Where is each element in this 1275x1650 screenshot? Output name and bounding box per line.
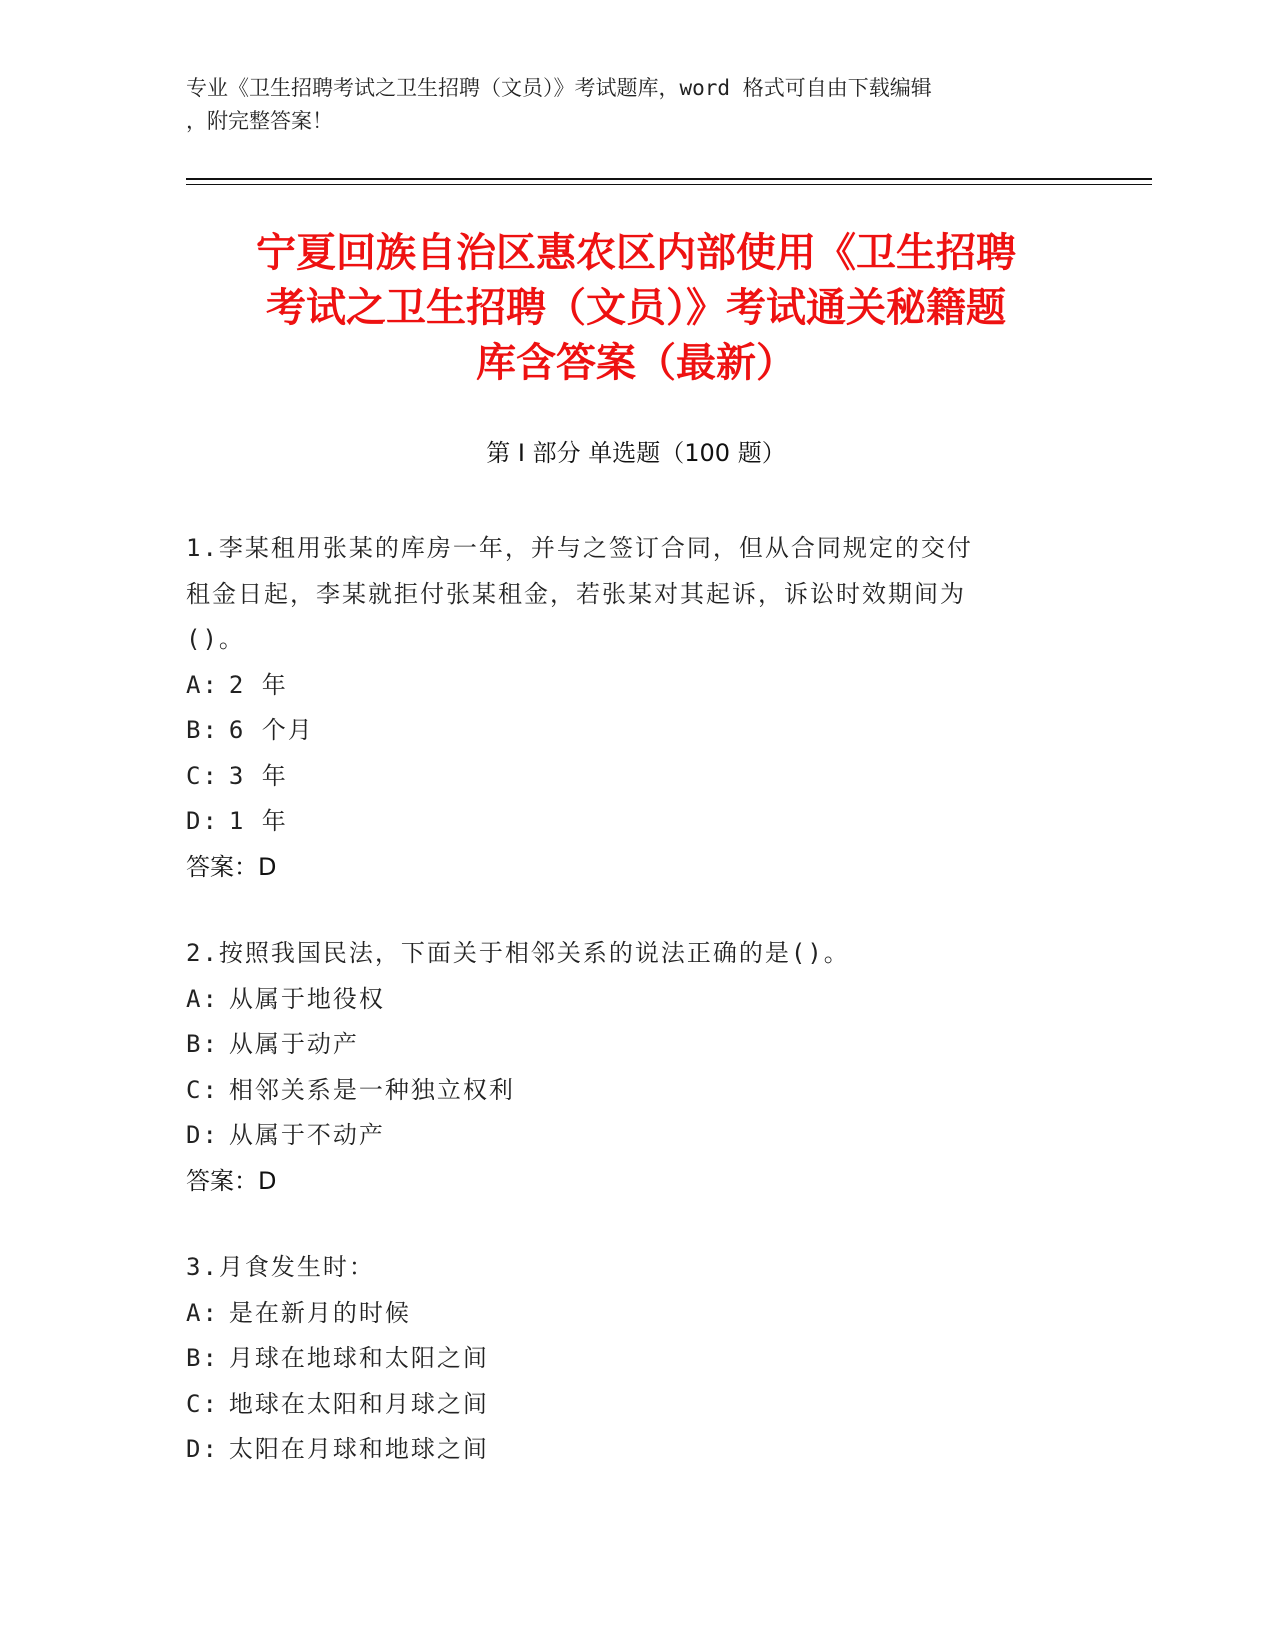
header-note-line: 专业《卫生招聘考试之卫生招聘（文员）》考试题库，word 格式可自由下载编辑	[186, 76, 932, 100]
question-stem-line: ()。	[186, 625, 245, 653]
question-item	[186, 1245, 1066, 1473]
question-list	[186, 526, 1066, 1514]
answer-option-d: D: 太阳在月球和地球之间	[186, 1435, 489, 1463]
answer-option-c: C: 地球在太阳和月球之间	[186, 1389, 489, 1418]
answer-option-d: D: 从属于不动产	[186, 1121, 385, 1149]
answer-option-a: A: 从属于地役权	[186, 984, 385, 1013]
answer-option-b: B: 6 个月	[186, 716, 314, 744]
question-item	[186, 931, 1066, 1204]
header-divider-thick	[186, 178, 1152, 180]
correct-answer: 答案：D	[186, 1166, 277, 1195]
document-title-line: 库含答案（最新）	[476, 340, 796, 386]
document-title-line: 考试之卫生招聘（文员）》考试通关秘籍题	[266, 285, 1006, 331]
answer-option-a: A: 是在新月的时候	[186, 1298, 411, 1327]
question-stem-line: 3.月食发生时：	[186, 1253, 375, 1281]
header-note	[186, 72, 1066, 138]
section-title: 第 I 部分 单选题（100 题）	[486, 439, 786, 467]
answer-option-c: C: 相邻关系是一种独立权利	[186, 1075, 515, 1104]
answer-option-c: C: 3 年	[186, 761, 288, 790]
header-divider-thin	[186, 184, 1152, 185]
answer-option-d: D: 1 年	[186, 807, 288, 835]
document-title-line: 宁夏回族自治区惠农区内部使用《卫生招聘	[256, 230, 1016, 276]
answer-option-a: A: 2 年	[186, 670, 288, 699]
document-title	[186, 226, 1086, 391]
header-note-line: ，附完整答案！	[186, 109, 333, 133]
answer-option-b: B: 从属于动产	[186, 1030, 359, 1058]
answer-option-b: B: 月球在地球和太阳之间	[186, 1344, 489, 1372]
question-item	[186, 526, 1066, 890]
correct-answer: 答案：D	[186, 852, 277, 881]
question-stem-line: 1.李某租用张某的库房一年，并与之签订合同，但从合同规定的交付	[186, 534, 973, 562]
question-stem-line: 租金日起，李某就拒付张某租金，若张某对其起诉，诉讼时效期间为	[186, 579, 966, 608]
question-stem-line: 2.按照我国民法，下面关于相邻关系的说法正确的是()。	[186, 939, 850, 967]
